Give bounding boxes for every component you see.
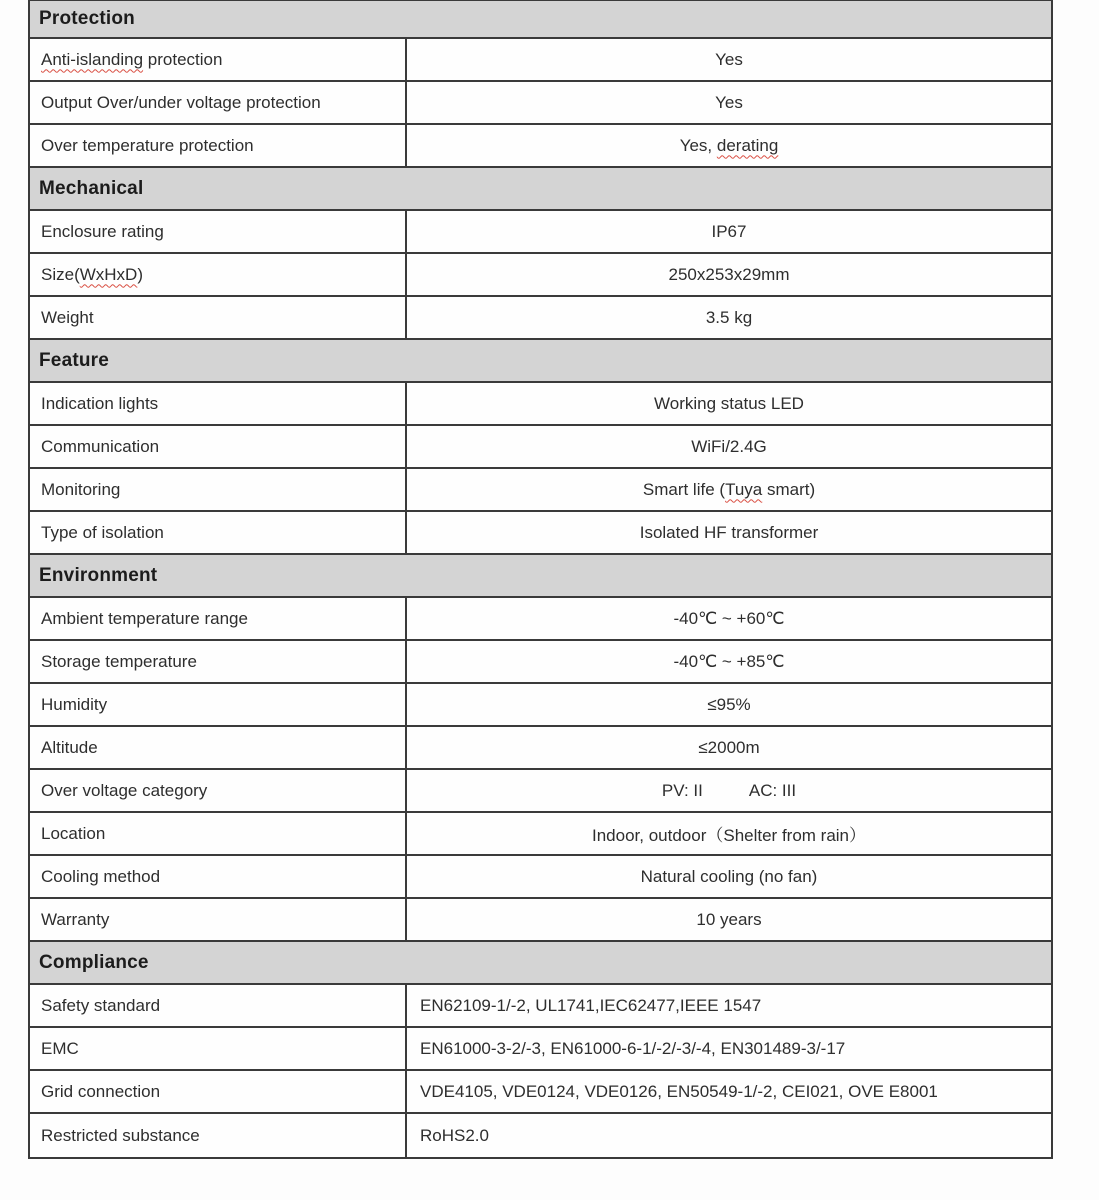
spec-value <box>405 254 1051 295</box>
spec-value <box>405 641 1051 682</box>
table-row <box>30 813 1051 856</box>
value-text: ≤95% <box>707 694 751 714</box>
table-row <box>30 598 1051 641</box>
spec-value <box>405 39 1051 80</box>
spec-value-text <box>420 1126 489 1146</box>
spec-label-text <box>41 50 222 70</box>
spec-label-text <box>41 480 120 500</box>
label-text: Warranty <box>41 909 110 929</box>
section-title: Mechanical <box>39 177 144 199</box>
value-text: 250x253x29mm <box>668 264 790 284</box>
table-row <box>30 297 1051 340</box>
table-row <box>30 684 1051 727</box>
spec-value <box>405 297 1051 338</box>
table-row <box>30 770 1051 813</box>
table-row <box>30 211 1051 254</box>
value-text: smart) <box>762 479 816 499</box>
spec-value <box>405 125 1051 166</box>
section-feature <box>30 340 1051 555</box>
spec-label-text <box>41 437 159 457</box>
table-row <box>30 727 1051 770</box>
label-text: Enclosure rating <box>41 221 164 241</box>
spec-label <box>30 426 405 467</box>
label-text: Safety standard <box>41 995 161 1015</box>
spec-value <box>405 598 1051 639</box>
spec-value-text <box>715 50 743 70</box>
section-header-mechanical <box>30 168 1051 211</box>
spec-value-text <box>420 996 761 1016</box>
label-text: Type of isolation <box>41 522 164 542</box>
spec-value-text <box>712 222 747 242</box>
label-text: Restricted substance <box>41 1125 200 1145</box>
table-row <box>30 254 1051 297</box>
spec-value <box>405 684 1051 725</box>
label-text: Grid connection <box>41 1081 161 1101</box>
label-text-misspelled: Anti-islanding <box>41 49 144 69</box>
spec-label-text <box>41 910 109 930</box>
spec-label-text <box>41 308 94 328</box>
spec-label-text <box>41 824 105 844</box>
section-environment <box>30 555 1051 942</box>
label-text: EMC <box>41 1038 79 1058</box>
value-text: -40℃ ~ +60℃ <box>673 608 785 628</box>
table-row <box>30 899 1051 942</box>
spec-label <box>30 1071 405 1112</box>
value-text: PV: II <box>661 780 703 800</box>
spec-value <box>405 82 1051 123</box>
spec-label-text <box>41 738 98 758</box>
value-text: 10 years <box>696 909 762 929</box>
spec-value-text <box>662 781 796 801</box>
spec-table <box>28 0 1053 1159</box>
value-text: ≤2000m <box>698 737 760 757</box>
value-text: EN61000-3-2/-3, EN61000-6-1/-2/-3/-4, EN301489-3/-17 <box>420 1038 846 1058</box>
spec-value-text <box>420 1039 845 1059</box>
spec-label-text <box>41 1082 160 1102</box>
spec-label <box>30 684 405 725</box>
value-text: -40℃ ~ +85℃ <box>673 651 785 671</box>
spec-label <box>30 899 405 940</box>
value-text: WiFi/2.4G <box>691 436 767 456</box>
value-text-misspelled: derating <box>716 135 779 155</box>
spec-value <box>405 426 1051 467</box>
spec-label <box>30 125 405 166</box>
spec-value-text <box>592 821 866 846</box>
spec-label-text <box>41 652 197 672</box>
table-row <box>30 125 1051 168</box>
spec-value <box>405 1114 1051 1157</box>
spec-label <box>30 1114 405 1157</box>
spec-label <box>30 727 405 768</box>
spec-label-text <box>41 996 160 1016</box>
label-text: Over voltage category <box>41 780 208 800</box>
section-compliance <box>30 942 1051 1157</box>
spec-label-text <box>41 1039 79 1059</box>
value-text: Natural cooling (no fan) <box>640 866 818 886</box>
value-text: Yes <box>715 49 743 69</box>
label-text: Size( <box>41 264 80 284</box>
section-title: Environment <box>39 564 158 586</box>
spec-label-text <box>41 1126 200 1146</box>
value-text: Yes <box>715 92 743 112</box>
spec-value <box>405 1028 1051 1069</box>
spec-value-text <box>674 652 785 672</box>
spec-label-text <box>41 394 158 414</box>
table-row <box>30 1028 1051 1071</box>
label-text-misspelled: WxHxD <box>79 264 138 284</box>
spec-label <box>30 383 405 424</box>
section-header-feature <box>30 340 1051 383</box>
section-mechanical <box>30 168 1051 340</box>
table-row <box>30 469 1051 512</box>
spec-value-text <box>691 437 767 457</box>
spec-value-text <box>640 523 819 543</box>
spec-label <box>30 469 405 510</box>
spec-value-text <box>680 136 779 156</box>
label-text: Over temperature protection <box>41 135 254 155</box>
spec-label-text <box>41 609 248 629</box>
value-text: EN62109-1/-2, UL1741,IEC62477,IEEE 1547 <box>420 995 762 1015</box>
spec-label <box>30 641 405 682</box>
spec-value <box>405 1071 1051 1112</box>
section-header-environment <box>30 555 1051 598</box>
label-text: Indication lights <box>41 393 159 413</box>
spec-label-text <box>41 93 321 113</box>
label-text: Weight <box>41 307 94 327</box>
spec-value-text <box>643 480 815 500</box>
value-text: VDE4105, VDE0124, VDE0126, EN50549-1/-2, CEI021, OVE E8001 <box>420 1081 938 1101</box>
table-row <box>30 82 1051 125</box>
label-text: Communication <box>41 436 160 456</box>
spec-label-text <box>41 695 107 715</box>
spec-value-text <box>698 738 759 758</box>
spec-label <box>30 211 405 252</box>
spec-label <box>30 1028 405 1069</box>
spec-value-text <box>654 394 804 414</box>
table-row <box>30 426 1051 469</box>
spec-label <box>30 770 405 811</box>
label-text: Altitude <box>41 737 98 757</box>
spec-value <box>405 899 1051 940</box>
value-text: IP67 <box>711 221 747 241</box>
spec-label-text <box>41 867 160 887</box>
spec-value-text <box>706 308 752 328</box>
spec-label-text <box>41 222 164 242</box>
section-title: Protection <box>39 8 135 29</box>
spec-label-text <box>41 136 254 156</box>
spec-label <box>30 82 405 123</box>
spec-label <box>30 39 405 80</box>
table-row <box>30 39 1051 82</box>
label-text: Cooling method <box>41 866 161 886</box>
label-text: Monitoring <box>41 479 121 499</box>
value-text: RoHS2.0 <box>420 1125 489 1145</box>
section-title: Feature <box>39 349 110 371</box>
spec-label <box>30 985 405 1026</box>
spec-label-text <box>41 781 207 801</box>
spec-label <box>30 598 405 639</box>
spec-value-text <box>674 609 785 629</box>
section-header-compliance <box>30 942 1051 985</box>
table-row <box>30 1071 1051 1114</box>
value-text: Isolated HF transformer <box>639 522 819 542</box>
value-text: 3.5 kg <box>705 307 753 327</box>
label-text: Ambient temperature range <box>41 608 248 628</box>
spec-value-text <box>707 695 750 715</box>
spec-label <box>30 856 405 897</box>
value-text: Yes, <box>679 135 717 155</box>
value-text-misspelled: Tuya <box>725 479 763 499</box>
label-text: Storage temperature <box>41 651 197 671</box>
section-header-protection <box>30 1 1051 39</box>
spec-value <box>405 383 1051 424</box>
spec-value <box>405 813 1051 854</box>
spec-label <box>30 254 405 295</box>
label-text: Output Over/under voltage protection <box>41 92 321 112</box>
spec-value-text <box>715 93 743 113</box>
table-row <box>30 383 1051 426</box>
label-text: protection <box>143 49 223 69</box>
table-row <box>30 641 1051 684</box>
spec-value <box>405 512 1051 553</box>
section-protection <box>30 1 1051 168</box>
spec-value-text <box>641 867 818 887</box>
spec-value-text <box>669 265 790 285</box>
table-row <box>30 985 1051 1028</box>
spec-value <box>405 469 1051 510</box>
value-text: Working status LED <box>654 393 804 413</box>
table-row <box>30 512 1051 555</box>
spec-value <box>405 727 1051 768</box>
label-text: Location <box>41 823 106 843</box>
section-title: Compliance <box>39 951 149 973</box>
label-text: Humidity <box>41 694 108 714</box>
value-text: Indoor, outdoor（Shelter from rain） <box>591 826 867 845</box>
spec-value <box>405 856 1051 897</box>
value-text: AC: III <box>748 780 797 800</box>
label-text: ) <box>137 264 144 284</box>
spec-value-text <box>420 1082 938 1102</box>
spec-label-text <box>41 523 164 543</box>
spec-value <box>405 211 1051 252</box>
spec-label <box>30 512 405 553</box>
value-text: Smart life ( <box>642 479 726 499</box>
spec-label <box>30 297 405 338</box>
spec-label <box>30 813 405 854</box>
spec-label-text <box>41 265 143 285</box>
table-row <box>30 1114 1051 1157</box>
spec-value <box>405 770 1051 811</box>
spec-value-text <box>696 910 761 930</box>
spec-value <box>405 985 1051 1026</box>
table-row <box>30 856 1051 899</box>
